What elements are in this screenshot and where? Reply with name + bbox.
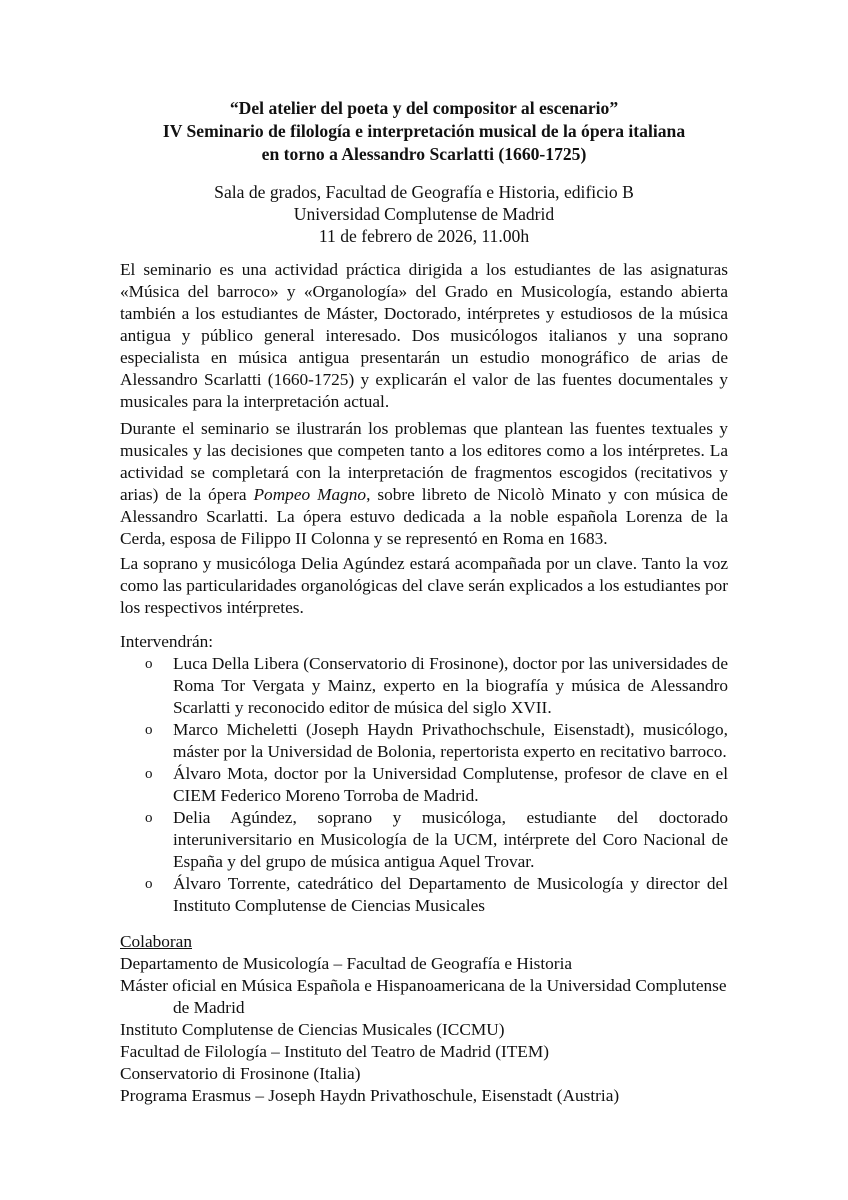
collaborator-item: Conservatorio di Frosinone (Italia) <box>120 1064 361 1083</box>
soprano-paragraph: La soprano y musicóloga Delia Agúndez estará acompañada por un clave. Tanto la voz como las particularidades organológicas del clave serán explicados a los estudiantes por los respectivos intérpretes. <box>120 554 728 617</box>
venue-room: Sala de grados, Facultad de Geografía e Historia, edificio B <box>214 182 634 202</box>
seminar-paragraph <box>120 418 728 550</box>
list-item <box>120 763 728 807</box>
collaborator-item: Facultad de Filología – Instituto del Teatro de Madrid (ITEM) <box>120 1042 549 1061</box>
bullet-icon: o <box>145 810 153 826</box>
bullet-icon: o <box>145 876 153 892</box>
opera-title: Pompeo Magno <box>253 485 367 504</box>
seminar-paragraph-text-a: Durante el seminario se ilustrarán los problemas que plantean las fuentes textuales y musicales y las decisiones que competen tanto a los editores como a los intérpretes. La actividad se completará con la interpretación de fragmentos escogidos (recitativos y arias) de la ópera <box>120 419 728 504</box>
collaborator-item: Departamento de Musicología – Facultad de Geografía e Historia <box>120 954 573 973</box>
list-item <box>120 873 728 917</box>
intro-paragraph: El seminario es una actividad práctica dirigida a los estudiantes de las asignaturas «Música del barroco» y «Organología» del Grado en Musicología, estando abierta también a los estudiantes de Máster, Doctorado, intérpretes y estudiosos de la música antigua y público general interesado. Dos musicólogos italianos y una soprano especialista en música antigua presentarán un estudio monográfico de arias de Alessandro Scarlatti (1660-1725) y explicarán el valor de las fuentes documentales y musicales para la interpretación actual. <box>120 260 728 411</box>
venue-date-time: 11 de febrero de 2026, 11.00h <box>318 226 530 246</box>
seminar-paragraph-text-b: , sobre libreto de Nicolò Minato y con música de Alessandro Scarlatti. La ópera estuvo dedicada a la noble española Lorenza de la Cerda, esposa de Filippo II Colonna y se representó en Roma en 1683. <box>120 485 728 548</box>
speaker-text: Álvaro Torrente, catedrático del Departamento de Musicología y director del Instituto Complutense de Ciencias Musicales <box>173 874 728 915</box>
collaborators-section <box>120 931 740 1107</box>
speakers-heading: Intervendrán: <box>120 632 214 651</box>
collaborator-item: Instituto Complutense de Ciencias Musicales (ICCMU) <box>120 1020 505 1039</box>
list-item <box>120 807 728 873</box>
event-venue <box>120 181 728 247</box>
bullet-icon: o <box>145 656 153 672</box>
speaker-text: Delia Agúndez, soprano y musicóloga, estudiante del doctorado interuniversitario en Musicología de la UCM, intérprete del Coro Nacional de España y del grupo de música antigua Aquel Trovar. <box>173 808 728 871</box>
speaker-text: Marco Micheletti (Joseph Haydn Privathochschule, Eisenstadt), musicólogo, máster por la Universidad de Bolonia, repertorista experto en recitativo barroco. <box>173 720 728 761</box>
bullet-icon: o <box>145 722 153 738</box>
list-item <box>120 653 728 719</box>
event-title <box>120 97 728 166</box>
speaker-text: Álvaro Mota, doctor por la Universidad Complutense, profesor de clave en el CIEM Federico Moreno Torroba de Madrid. <box>173 764 728 805</box>
title-line-2: IV Seminario de filología e interpretación musical de la ópera italiana <box>162 121 686 141</box>
bullet-icon: o <box>145 766 153 782</box>
title-line-3: en torno a Alessandro Scarlatti (1660-1725) <box>261 144 587 164</box>
collaborator-item: Máster oficial en Música Española e Hispanoamericana de la Universidad Complutense <box>120 976 727 995</box>
collaborators-heading: Colaboran <box>120 932 192 951</box>
collaborator-item-continuation: de Madrid <box>173 998 245 1017</box>
speakers-list <box>120 653 728 917</box>
list-item <box>120 719 728 763</box>
collaborator-item: Programa Erasmus – Joseph Haydn Privathoschule, Eisenstadt (Austria) <box>120 1086 620 1105</box>
venue-university: Universidad Complutense de Madrid <box>293 204 555 224</box>
title-line-1: “Del atelier del poeta y del compositor al escenario” <box>229 98 619 118</box>
speaker-text: Luca Della Libera (Conservatorio di Frosinone), doctor por las universidades de Roma Tor Vergata y Mainz, experto en la biografía y música de Alessandro Scarlatti y reconocido editor de música del siglo XVII. <box>173 654 728 717</box>
